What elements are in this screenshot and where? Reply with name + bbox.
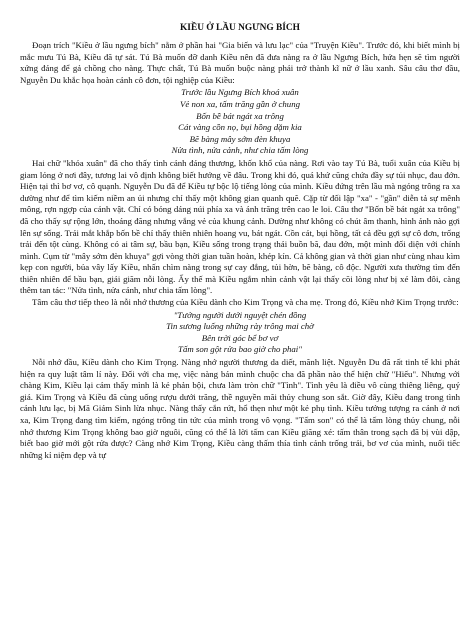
analysis-paragraph: Hai chữ "khóa xuân" đã cho thấy tình cảnh đáng thương, khốn khổ của nàng. Rơi vào tay Tú Bà, tuổi xuân của Kiều bị giam lỏng ở nơi đây, tương lai vô định không biết hướng về đâu. Trong khi đó, quá khứ cũng chứa đầy sự tủi nhục, đau đớn. Hiện tại thì bơ vơ, cô quạnh. Nguyễn Du đã để Kiều tự bộc lộ tiếng lòng của mình. Kiều đứng trên lầu mà ngóng trông ra xa dường như để tìm kiếm niềm an ủi nhưng chỉ thấy một không gian quanh quẽ. Cặp từ đối lập "xa" - "gần" diễn tả sự mênh mông, rợn ngợp của cảnh vật. Chỉ có bóng dáng núi phía xa và ánh trăng trên cao le loi. Câu thơ "Bốn bề bát ngát xa trông" đã cho thấy sự rộng lớn, thoáng đãng nhưng vắng vẻ của khung cảnh. Dường như không có chút âm thanh, hình ảnh nào gợi lên sự sống. Trải mắt khắp bốn bề chỉ thấy thiên nhiên hoang vu, bát ngát. Cồn cát, bụi hồng, tất cả đều gợi sự cô đơn, trống trải đến tột cùng. Không có ai tâm sự, bầu bạn, Kiều sống trong trạng thái buồn bã, đau đớn, một mình đối diện với chính mình. Cụm từ "mây sớm đèn khuya" gợi vòng thời gian tuần hoàn, khép kín. Cả không gian và thời gian như cùng nhau kìm kẹp con người, bủa vây lấy Kiều, nhấn chìm nàng trong sự cay đắng, tủi hờn, bẽ bàng, cô độc. Người xưa thường tìm đến thiên nhiên để bầu bạn, giải giãm nỗi lòng. Ấy thế mà Kiều ngắm nhìn cảnh vật lại thấy cõi lòng như bị xé làm đôi, càng thêm tan tác: "Nửa tình, nửa cảnh, như chia tấm lòng". bbox=[20, 157, 460, 296]
poem-line: "Tưởng người dưới nguyệt chén đồng bbox=[173, 309, 307, 320]
poem-line: Trước lầu Ngưng Bích khoá xuân bbox=[181, 87, 299, 98]
transition-paragraph: Tâm câu thơ tiếp theo là nỗi nhớ thương của Kiều dành cho Kim Trọng và cha mẹ. Trong đó, Kiều nhớ Kim Trọng trước: bbox=[32, 297, 459, 308]
intro-paragraph: Đoạn trích "Kiều ở lầu ngưng bích" nằm ở phần hai "Gia biến và lưu lạc" của "Truyện Kiều". Trước đó, khi biết mình bị mắc mưu Tú Bà, Kiều đã tự sát. Tú Bà muốn đỡ danh Kiều nên đã đưa nàng ra ở lầu Ngưng Bích, hứa hẹn sẽ tìm người xứng đáng để gả chồng cho nàng. Thực chất, Tú Bà muốn buộc nàng phải trở thành kĩ nữ ở lầu xanh. Sâu câu thơ đầu, Nguyễn Du khắc họa hoàn cảnh cô đơn, tội nghiệp của Kiều: bbox=[20, 40, 460, 85]
poem-line: Bốn bề bát ngát xa trông bbox=[196, 110, 284, 121]
poem-line: Vẻ non xa, tấm trăng gần ở chung bbox=[179, 98, 301, 109]
poem-line: Bên trời góc bể bơ vơ bbox=[201, 332, 279, 343]
page-title: KIỀU Ở LẦU NGƯNG BÍCH bbox=[180, 23, 300, 33]
poem-line: Tin sương luống những rày trông mai chờ bbox=[166, 321, 314, 332]
poem-line: Bẽ bàng mây sớm đèn khuya bbox=[189, 133, 291, 144]
poem-line: Tấm son gột rửa bao giờ cho phai" bbox=[178, 344, 302, 355]
poem-line: Cát vàng cồn nọ, bụi hồng dặm kia bbox=[178, 122, 302, 133]
closing-paragraph: Nỗi nhớ đầu, Kiều dành cho Kim Trọng. Nàng nhớ người thương da diết, mãnh liệt. Nguyễn Du đã rất tinh tế khi phát hiện ra quy luật tâm lí này. Đối với cha mẹ, việc nàng bán mình chuộc cha đã phần nào thể hiện chữ "Hiếu". Nhưng với chàng Kim, Kiều lại cảm thấy mình là kẻ phản bội, chưa làm tròn chữ "Tình". Tình yêu là điều vô cùng thiêng liêng, quý giá. Kim Trọng và Kiều đã cùng uống rượu dưới trăng, thề nguyền mãi thủy chung son sắt. Giờ đây, Kiều đang trong tình cảnh lưu lạc, bị Mã Giám Sinh lừa nhục. Nàng thấy cắn rứt, hổ thẹn như một kẻ phụ tình. Kiều tưởng tượng ra cảnh ở nơi xa, Kim Trọng đang tìm kiếm, ngóng trông tin tức của mình trong vô vọng. "Tấm son" có thể là tấm lòng thủy chung, nỗi nhớ thương Kim Trọng không bao giờ nguôi, cũng có thể là lời tấm can Kiều giãng xé: tấm thân trong sạch đã bị vùi dập, biết bao giờ mới gột rửa được? Càng nhớ Kim Trọng, Kiều càng thấm thía tình cảnh trống trải, bơ vơ của mình, nuối tiếc những kỉ niệm đẹp và tự bbox=[20, 357, 460, 460]
poem-excerpt-2 bbox=[20, 310, 460, 356]
poem-excerpt-1 bbox=[20, 87, 460, 157]
poem-line: Nửa tình, nửa cảnh, như chia tấm lòng bbox=[171, 145, 309, 156]
